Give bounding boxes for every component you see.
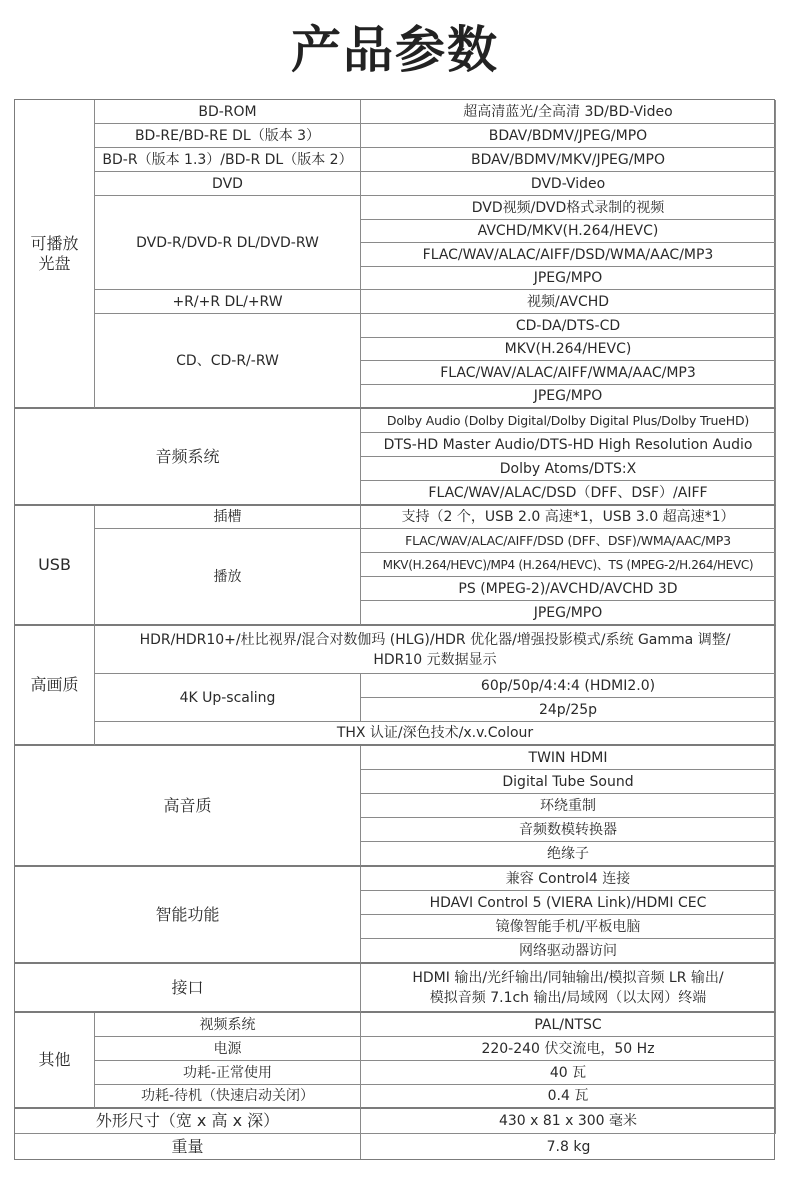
spec-key: 功耗-正常使用 [95,1061,361,1085]
page-title: 产品参数 [291,21,499,79]
spec-value: DVD视频/DVD格式录制的视频 [361,196,776,220]
spec-key: 播放 [95,529,361,626]
spec-value: 环绕重制 [361,794,776,818]
spec-table [14,99,775,1160]
spec-value: 视频/AVCHD [361,290,776,314]
hdr-line-1: HDR/HDR10+/杜比视界/混合对数伽玛 (HLG)/HDR 优化器/增强投影模式/系统 Gamma 调整/ [139,631,731,648]
spec-value: TWIN HDMI [361,746,776,770]
spec-value-hdr [95,626,776,674]
spec-key-size: 外形尺寸（宽 x 高 x 深） [15,1109,361,1134]
spec-value-size: 430 x 81 x 300 毫米 [361,1109,776,1134]
spec-key: BD-ROM [95,100,361,124]
section-label-usb: USB [15,506,95,626]
section-label-ports: 接口 [15,964,361,1013]
spec-key: 功耗-待机（快速启动关闭） [95,1085,361,1109]
spec-value: Digital Tube Sound [361,770,776,794]
spec-value: 绝缘子 [361,842,776,867]
spec-key: DVD [95,172,361,196]
section-label-sound: 高音质 [15,746,361,867]
section-label-audio: 音频系统 [15,409,361,506]
spec-value: 220-240 伏交流电，50 Hz [361,1037,776,1061]
spec-value: HDAVI Control 5 (VIERA Link)/HDMI CEC [361,891,776,915]
spec-key: 电源 [95,1037,361,1061]
hdr-line-2: HDR10 元数据显示 [373,651,497,668]
spec-value: FLAC/WAV/ALAC/AIFF/DSD (DFF、DSF)/WMA/AAC/MP3 [361,529,776,553]
spec-key: 4K Up-scaling [95,674,361,722]
spec-value: BDAV/BDMV/JPEG/MPO [361,124,776,148]
spec-key: BD-RE/BD-RE DL（版本 3） [95,124,361,148]
section-label-playable: 可播放光盘 [15,100,95,409]
spec-value: FLAC/WAV/ALAC/AIFF/WMA/AAC/MP3 [361,361,776,385]
spec-value: BDAV/BDMV/MKV/JPEG/MPO [361,148,776,172]
spec-key: 视频系统 [95,1013,361,1037]
spec-value: PAL/NTSC [361,1013,776,1037]
spec-value: 镜像智能手机/平板电脑 [361,915,776,939]
spec-key: 插槽 [95,506,361,529]
spec-value: DTS-HD Master Audio/DTS-HD High Resolution Audio [361,433,776,457]
spec-key: +R/+R DL/+RW [95,290,361,314]
spec-value: 超高清蓝光/全高清 3D/BD-Video [361,100,776,124]
spec-key: BD-R（版本 1.3）/BD-R DL（版本 2） [95,148,361,172]
spec-value: 0.4 瓦 [361,1085,776,1109]
spec-key-weight: 重量 [15,1134,361,1159]
spec-value: AVCHD/MKV(H.264/HEVC) [361,220,776,243]
spec-value: DVD-Video [361,172,776,196]
spec-value-weight: 7.8 kg [546,1138,591,1155]
section-label-picture: 高画质 [15,626,95,746]
spec-value: 40 瓦 [361,1061,776,1085]
spec-value: Dolby Audio (Dolby Digital/Dolby Digital Plus/Dolby TrueHD) [361,409,776,433]
spec-value: 24p/25p [361,698,776,722]
spec-value: CD-DA/DTS-CD [361,314,776,338]
spec-value: PS (MPEG-2)/AVCHD/AVCHD 3D [361,577,776,601]
spec-value: 支持（2 个，USB 2.0 高速*1，USB 3.0 超高速*1） [361,506,776,529]
spec-value: FLAC/WAV/ALAC/AIFF/DSD/WMA/AAC/MP3 [361,243,776,267]
spec-value: MKV(H.264/HEVC)/MP4 (H.264/HEVC)、TS (MPEG-2/H.264/HEVC) [361,553,776,577]
spec-value-ports [361,964,776,1013]
spec-value: JPEG/MPO [361,267,776,290]
ports-line-2: 模拟音频 7.1ch 输出/局域网（以太网）终端 [429,989,707,1006]
spec-key: CD、CD-R/-RW [95,314,361,409]
spec-value: 60p/50p/4:4:4 (HDMI2.0) [361,674,776,698]
spec-value: FLAC/WAV/ALAC/DSD（DFF、DSF）/AIFF [361,481,776,506]
spec-key: DVD-R/DVD-R DL/DVD-RW [95,196,361,290]
spec-value: 音频数模转换器 [361,818,776,842]
spec-value: JPEG/MPO [361,385,776,409]
ports-line-1: HDMI 输出/光纤输出/同轴输出/模拟音频 LR 输出/ [412,969,724,986]
spec-value: Dolby Atoms/DTS:X [361,457,776,481]
section-label-smart: 智能功能 [15,867,361,964]
spec-value: THX 认证/深色技术/x.v.Colour [95,722,776,746]
spec-value: MKV(H.264/HEVC) [361,338,776,361]
spec-value: 兼容 Control4 连接 [361,867,776,891]
section-label-other: 其他 [15,1013,95,1109]
spec-value: 网络驱动器访问 [361,939,776,964]
spec-value: JPEG/MPO [361,601,776,626]
